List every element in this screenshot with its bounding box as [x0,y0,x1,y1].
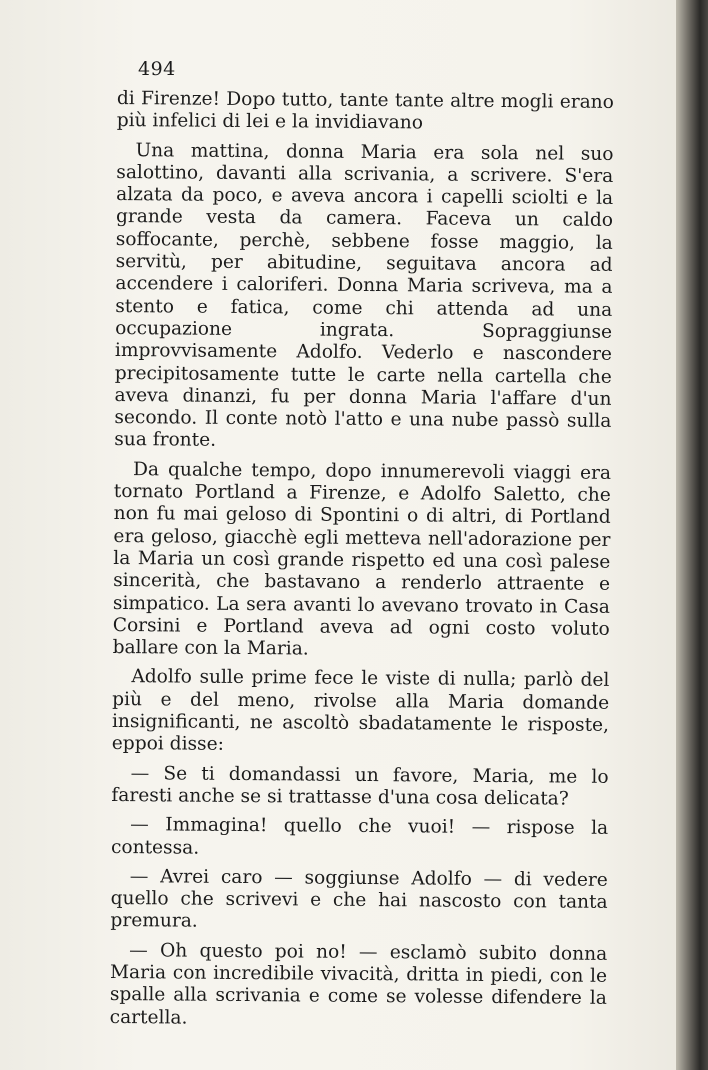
dialogue-line-1: — Se ti domandassi un favore, Maria, me lo faresti anche se si trattasse d'una cosa delicata? [111,762,609,810]
paragraph-3: Da qualche tempo, dopo innumerevoli viaggi era tornato Portland a Firenze, e Adolfo Saletto, che non fu mai geloso di Spontini o di altri, di Portland era geloso, giacchè egli metteva nell'adorazione per la Maria un così grande rispetto ed una così palese sincerità, che bastavano a renderlo attraente e simpatico. La sera avanti lo avevano trovato in Casa Corsini e Portland aveva ad ogni costo voluto ballare con la Maria. [112,458,612,660]
page-number: 494 [138,58,176,80]
dialogue-line-4: — Oh questo poi no! — esclamò subito donna Maria con incredibile vivacità, dritta in piedi, con le spalle alla scrivania e come se volesse difendere la cartella. [109,939,608,1029]
paragraph-4: Adolfo sulle prime fece le viste di nulla; parlò del più e del meno, rivolse alla Maria domande insignificanti, ne ascoltò sbadatamente le risposte, eppoi disse: [111,666,610,756]
book-spine-shadow [676,0,708,1070]
paragraph-1: di Firenze! Dopo tutto, tante tante altre mogli erano più infelici di lei e la invidiavano [116,88,614,134]
body-text [110,88,614,1033]
dialogue-line-2: — Immagina! quello che vuoi! — rispose la contessa. [110,814,609,859]
paragraph-2: Una mattina, donna Maria era sola nel suo salottino, davanti alla scrivania, a scrivere. S'era alzata da poco, e aveva ancora i capelli sciolti e la grande vesta da camera. Faceva un caldo soffocante, perchè, sebbene fosse maggio, la servitù, per abitudine, seguitava ancora ad accendere i caloriferi. Donna Maria scriveva, ma a stento e fatica, come chi attenda ad una occupazione ingrata. Sopraggiunse improvvisamente Adolfo. Vederlo e nascondere precipitosamente tutte le carte nella cartella che aveva dinanzi, fu per donna Maria l'affare d'un secondo. Il conte notò l'atto e una nube passò sulla sua fronte. [114,139,614,452]
dialogue-line-3: — Avrei caro — soggiunse Adolfo — di vedere quello che scrivevi e che hai nascosto con tanta premura. [110,865,608,933]
